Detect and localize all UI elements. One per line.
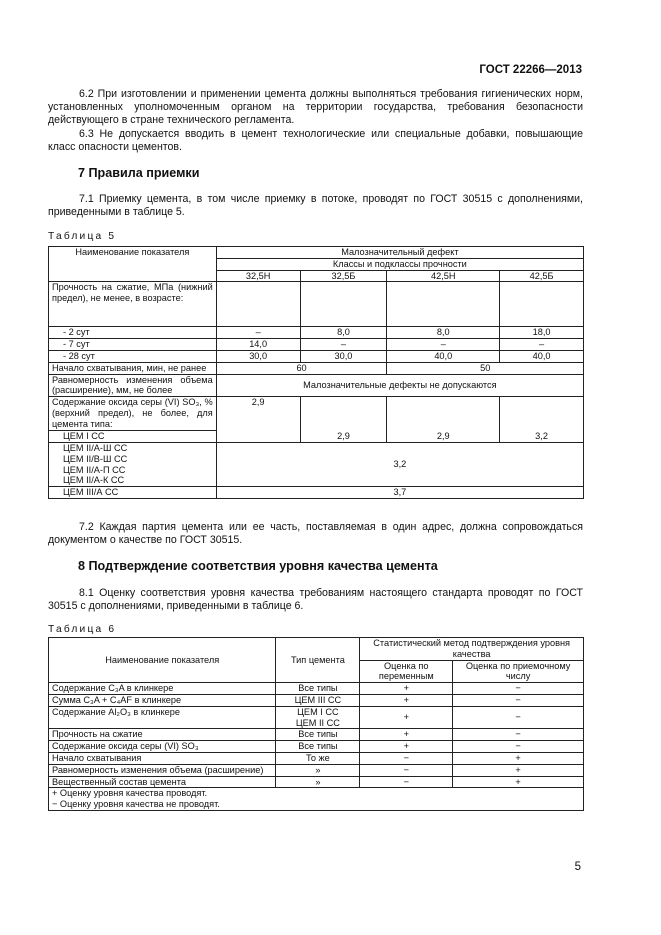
table-cell: 3,7 [216, 487, 583, 499]
table-cell [300, 282, 387, 327]
table-cell: - 7 сут [49, 339, 217, 351]
table-cell: 3,2 [500, 397, 584, 443]
table-cell: ЦЕМ III СС [276, 694, 360, 706]
table-cell: + [360, 694, 453, 706]
table-row [49, 362, 584, 374]
paragraph-6-2: 6.2 При изготовлении и применении цемента должны выполняться требования гигиенических норм, установленных уполномоченным органом на территории государства, требования безопасности действующего в стране технического регламента. [48, 88, 583, 127]
table-cell: 8,0 [387, 327, 500, 339]
table-cell: − [360, 776, 453, 788]
table-row [49, 282, 584, 327]
table-cell: − [453, 683, 584, 695]
table-cell: + [360, 729, 453, 741]
table-cell: Малозначительные дефекты не допускаются [216, 374, 583, 397]
table-cell: 60 [216, 362, 387, 374]
table-row [49, 442, 584, 486]
table-cell: Прочность на сжатие, МПа (нижний предел), не менее, в возрасте: [49, 282, 217, 327]
table-row [49, 776, 584, 788]
table-row [49, 683, 584, 695]
table-6 [48, 637, 584, 811]
table-row [49, 247, 584, 259]
cement-type-label: ЦЕМ II/В-Ш СС [63, 453, 128, 464]
table-cell: 2,9 [300, 397, 387, 443]
table-header-cell: Классы и подклассы прочности [216, 258, 583, 270]
paragraph-6-3: 6.3 Не допускается вводить в цемент технологические или специальные добавки, повышающие класс опасности цементов. [48, 128, 583, 154]
table-5 [48, 246, 584, 499]
table-row [49, 706, 584, 729]
table-cell: − [453, 694, 584, 706]
section-7-heading: 7 Правила приемки [78, 166, 200, 180]
table-cell [500, 282, 584, 327]
table-cell: 2,9 [216, 397, 300, 443]
table-cell [49, 442, 217, 486]
note-minus: − Оценку уровня качества не проводят. [52, 799, 220, 810]
table-cell: Равномерность изменения объема (расширение) [49, 764, 276, 776]
cement-type-label: ЦЕМ II/А-Ш СС [63, 442, 128, 453]
table-row [49, 339, 584, 351]
page-number: 5 [574, 861, 581, 873]
table-cell: Начало схватывания [49, 752, 276, 764]
paragraph-8-1: 8.1 Оценку соответствия уровня качества требованиям настоящего стандарта проводят по ГОСТ 30515 с дополнениями, приведенными в таблице 6. [48, 587, 583, 613]
table-cell: ЦЕМ III/А СС [49, 487, 217, 499]
table-header-cell: Наименование показателя [49, 247, 217, 282]
table-cell: Содержание оксида серы (VI) SO₃, % (верхний предел), не более, для цемента типа: [49, 397, 217, 431]
table-cell: 30,0 [216, 350, 300, 362]
table-cell: – [300, 339, 387, 351]
cement-type-label: ЦЕМ II/А-К СС [63, 475, 125, 486]
table-cell: + [360, 683, 453, 695]
table-cell: + [360, 706, 453, 729]
table-cell: − [453, 729, 584, 741]
table-cell: 18,0 [500, 327, 584, 339]
table-header-cell: Наименование показателя [49, 638, 276, 683]
table-row [49, 397, 584, 431]
table-cell: − [453, 706, 584, 729]
table-cell: Содержание Al₂O₃ в клинкере [49, 706, 276, 729]
table-cell: Равномерность изменения объема (расширение), мм, не более [49, 374, 217, 397]
table-cell: 14,0 [216, 339, 300, 351]
table-cell [387, 282, 500, 327]
table-cell: Сумма C₃A + C₄AF в клинкере [49, 694, 276, 706]
table-cell: − [453, 741, 584, 753]
paragraph-7-2: 7.2 Каждая партия цемента или ее часть, поставляемая в один адрес, должна сопровождаться документом о качестве по ГОСТ 30515. [48, 521, 583, 547]
table-row [49, 374, 584, 397]
table-header-cell: Оценка по переменным [360, 660, 453, 683]
table-cell: ЦЕМ I СС [49, 431, 217, 443]
table-cell: − [360, 752, 453, 764]
table-row [49, 350, 584, 362]
table-cell: 3,2 [216, 442, 583, 486]
table-cell: + [453, 776, 584, 788]
table-header-cell: Статистический метод подтверждения уровня качества [360, 638, 584, 661]
table-cell: 8,0 [300, 327, 387, 339]
table-cell: - 28 сут [49, 350, 217, 362]
table-row [49, 741, 584, 753]
table-row [49, 764, 584, 776]
table-cell: » [276, 776, 360, 788]
document-header-code: ГОСТ 22266—2013 [479, 64, 582, 76]
table-cell: Содержание C₃A в клинкере [49, 683, 276, 695]
table-header-cell: 42,5Н [387, 270, 500, 282]
table-header-cell: 42,5Б [500, 270, 584, 282]
table-cell: Содержание оксида серы (VI) SO₃ [49, 741, 276, 753]
table-cell: 50 [387, 362, 584, 374]
table-cell: Все типы [276, 729, 360, 741]
table-notes [49, 788, 584, 811]
table-cell: + [360, 741, 453, 753]
cement-type-label: ЦЕМ II/А-П СС [63, 464, 126, 475]
table-cell: 40,0 [387, 350, 500, 362]
table-row [49, 729, 584, 741]
table-cell: – [216, 327, 300, 339]
table-cell: – [387, 339, 500, 351]
table-row [49, 487, 584, 499]
paragraph-7-1: 7.1 Приемку цемента, в том числе приемку в потоке, проводят по ГОСТ 30515 с дополнениями, приведенными в таблице 5. [48, 193, 583, 219]
section-8-heading: 8 Подтверждение соответствия уровня качества цемента [78, 559, 438, 573]
table-cell: 30,0 [300, 350, 387, 362]
note-plus: + Оценку уровня качества проводят. [52, 788, 208, 799]
table-cell: + [453, 764, 584, 776]
table-cell: - 2 сут [49, 327, 217, 339]
table-cell: Начало схватывания, мин, не ранее [49, 362, 217, 374]
table-cell: Вещественный состав цемента [49, 776, 276, 788]
table-cell: Все типы [276, 683, 360, 695]
table-cell: ЦЕМ I СС ЦЕМ II СС [276, 706, 360, 729]
table-header-cell: 32,5Б [300, 270, 387, 282]
table-6-caption: Таблица 6 [48, 624, 117, 635]
table-cell: Прочность на сжатие [49, 729, 276, 741]
table-header-cell: Малозначительный дефект [216, 247, 583, 259]
table-row [49, 752, 584, 764]
table-cell: » [276, 764, 360, 776]
table-header-cell: Тип цемента [276, 638, 360, 683]
table-row [49, 694, 584, 706]
table-row [49, 327, 584, 339]
table-cell: 2,9 [387, 397, 500, 443]
table-header-cell: Оценка по приемочному числу [453, 660, 584, 683]
table-cell: Все типы [276, 741, 360, 753]
table-cell: 40,0 [500, 350, 584, 362]
table-cell: − [360, 764, 453, 776]
table-cell: То же [276, 752, 360, 764]
table-cell: + [453, 752, 584, 764]
table-cell: – [500, 339, 584, 351]
table-header-cell: 32,5Н [216, 270, 300, 282]
table-row [49, 788, 584, 811]
table-row [49, 638, 584, 661]
table-cell [216, 282, 300, 327]
table-5-caption: Таблица 5 [48, 231, 117, 242]
